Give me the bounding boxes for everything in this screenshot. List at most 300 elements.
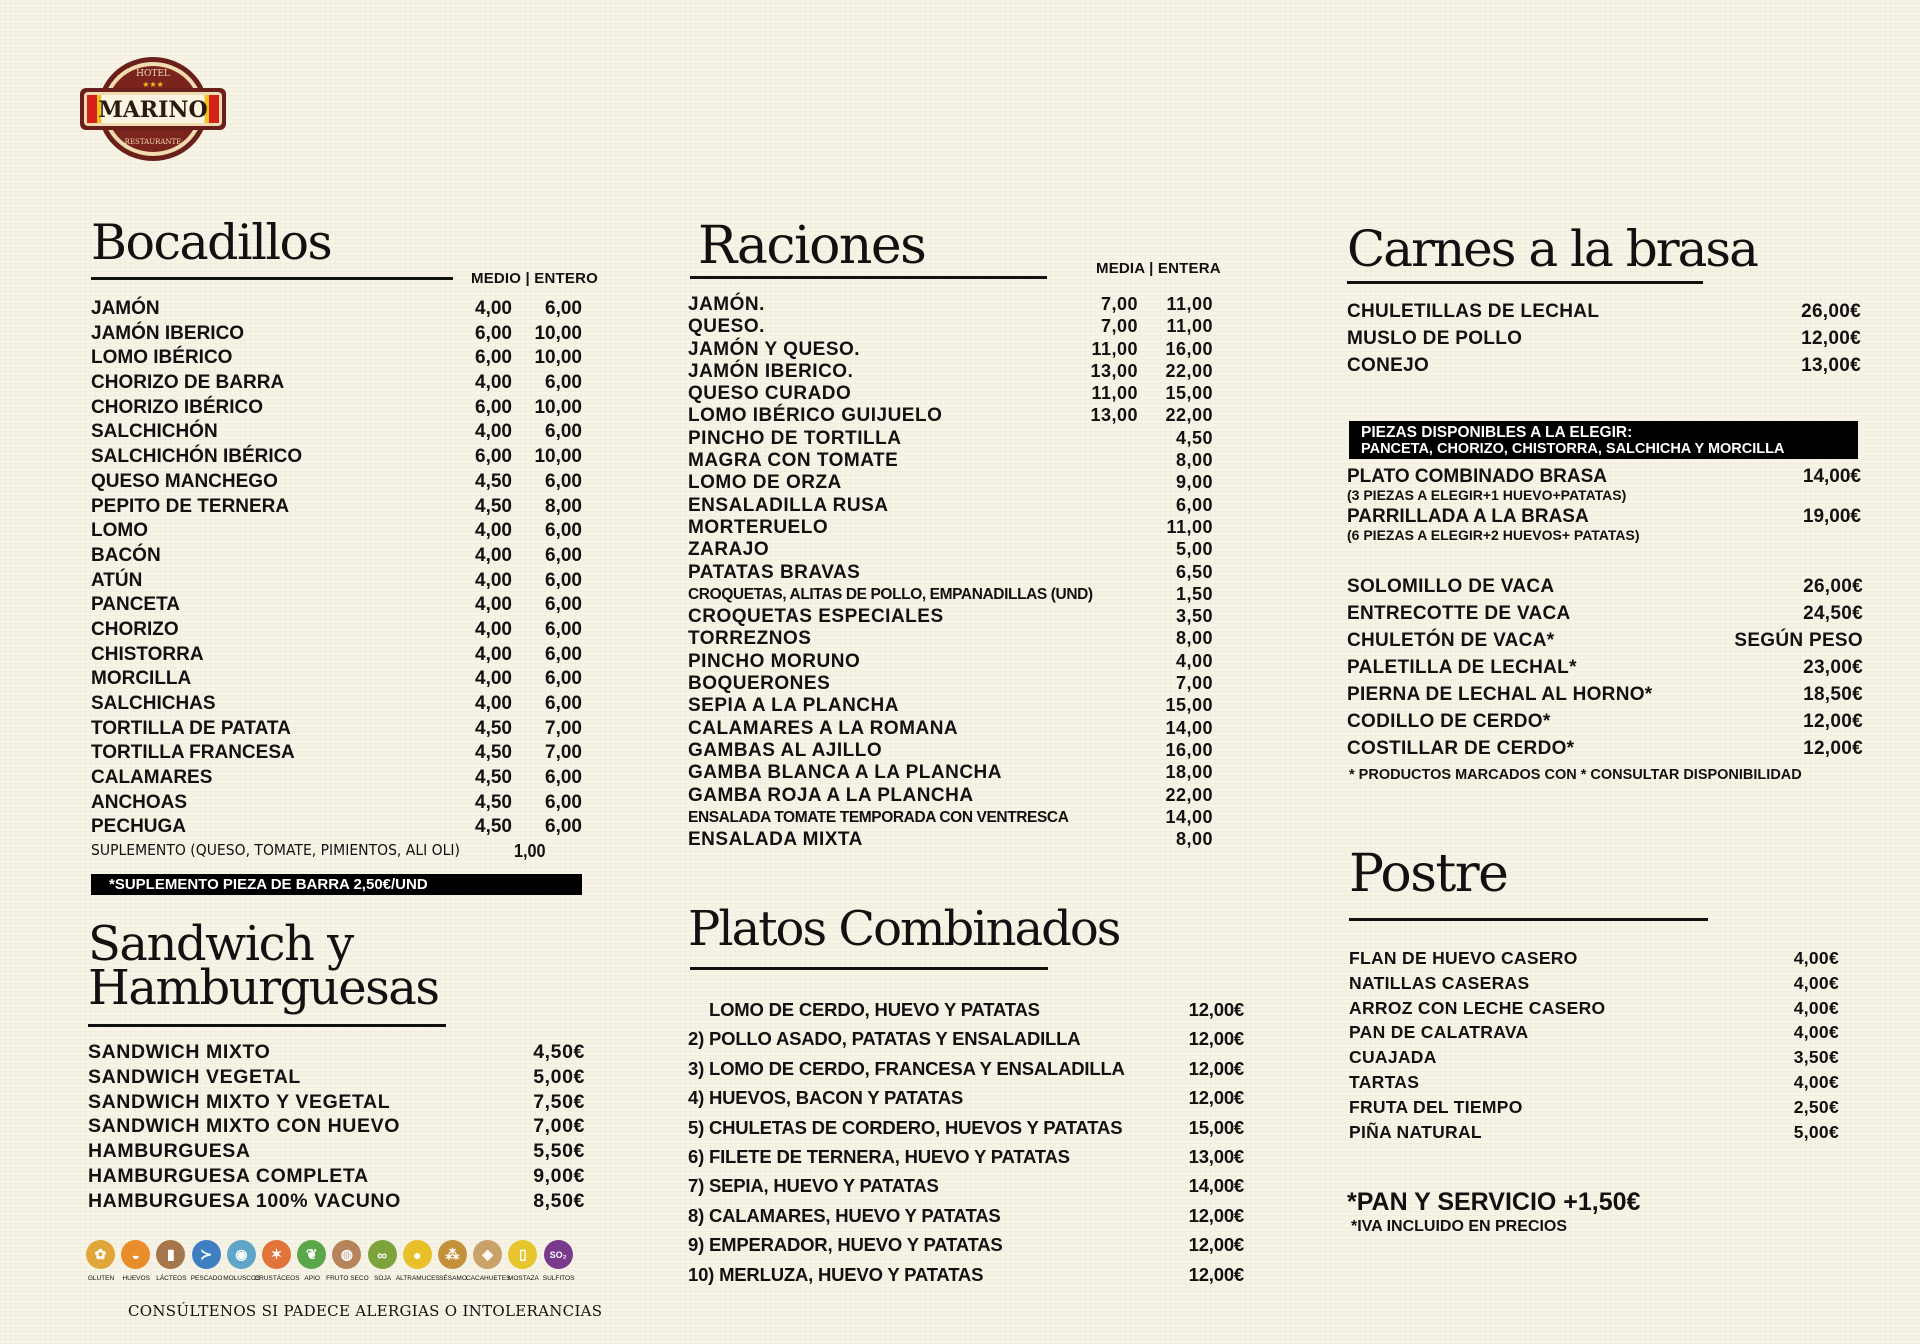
raciones-list xyxy=(688,294,1233,851)
allergen-icon: ▯ xyxy=(508,1240,537,1269)
item-name: LOMO IBÉRICO xyxy=(91,347,233,369)
price-medio: 4,00 xyxy=(475,693,512,714)
item-name: CHORIZO IBÉRICO xyxy=(91,396,264,418)
price-entera: 22,00 xyxy=(1165,784,1213,805)
item-name: 5) CHULETAS DE CORDERO, HUEVOS Y PATATAS xyxy=(688,1116,1123,1138)
price-entera: 3,50 xyxy=(1175,606,1213,627)
racion-row xyxy=(688,673,1233,695)
item-price: 4,00€ xyxy=(1793,948,1839,968)
carne-row xyxy=(1347,576,1871,603)
item-price: 14,00€ xyxy=(1188,1175,1244,1197)
item-name: CODILLO DE CERDO* xyxy=(1347,711,1551,732)
item-name: CALAMARES A LA ROMANA xyxy=(688,717,959,739)
item-price: 13,00€ xyxy=(1801,355,1861,376)
price-entera: 11,00 xyxy=(1166,316,1213,337)
price-medio: 4,00 xyxy=(475,298,512,319)
item-name: CHISTORRA xyxy=(91,643,204,665)
price-entero: 10,00 xyxy=(534,446,582,468)
price-entera: 14,00 xyxy=(1165,717,1213,738)
bocadillo-row xyxy=(91,718,601,743)
racion-row xyxy=(688,517,1233,539)
allergen-crustáceos xyxy=(254,1240,300,1282)
item-name: COSTILLAR DE CERDO* xyxy=(1347,738,1575,759)
price-entero: 6,00 xyxy=(545,544,582,566)
price-medio: 4,00 xyxy=(475,421,512,443)
price-medio: 4,00 xyxy=(475,569,512,591)
platos-title: Platos Combinados xyxy=(688,901,1120,957)
piezas-bar xyxy=(1349,421,1858,459)
allergen-pescado xyxy=(192,1240,221,1282)
racion-row xyxy=(688,606,1233,628)
postre-row xyxy=(1349,948,1839,973)
item-name: CHULETILLAS DE LECHAL xyxy=(1347,301,1600,322)
price-entero: 6,00 xyxy=(545,693,582,714)
plato-row xyxy=(688,1264,1244,1293)
carnes-combo-list xyxy=(1347,466,1861,546)
sandwich-row xyxy=(88,1041,585,1066)
sandwich-title-line2: Hamburguesas xyxy=(88,960,439,1016)
item-name: LOMO xyxy=(91,520,148,542)
item-name: ENTRECOTTE DE VACA xyxy=(1347,603,1571,624)
allergen-soja xyxy=(368,1240,397,1282)
plato-row xyxy=(688,1234,1244,1263)
logo-bottom-text: RESTAURANTE xyxy=(124,138,182,146)
price-entero: 7,00 xyxy=(545,742,582,764)
racion-row xyxy=(688,829,1233,851)
item-price: 19,00€ xyxy=(1802,506,1861,527)
price-entera: 15,00 xyxy=(1165,383,1213,404)
item-name: SANDWICH MIXTO xyxy=(88,1041,271,1063)
item-price: 12,00€ xyxy=(1188,1057,1244,1079)
price-media: 13,00 xyxy=(1090,360,1138,381)
allergen-sésamo xyxy=(438,1240,467,1282)
price-medio: 4,00 xyxy=(475,372,512,394)
item-name: GAMBAS AL AJILLO xyxy=(688,739,883,761)
postre-row xyxy=(1349,1047,1839,1072)
price-entero: 6,00 xyxy=(545,816,582,838)
racion-row xyxy=(688,361,1233,383)
bocadillos-bar-note: *SUPLEMENTO PIEZA DE BARRA 2,50€/UND xyxy=(91,874,582,895)
price-media: 11,00 xyxy=(1091,383,1138,404)
price-medio: 4,50 xyxy=(475,791,512,813)
item-name: QUESO. xyxy=(688,316,765,338)
item-price: 9,00€ xyxy=(533,1164,585,1187)
bocadillos-supplement xyxy=(91,841,550,863)
allergen-label: PESCADO xyxy=(190,1275,223,1282)
item-name: FRUTA DEL TIEMPO xyxy=(1349,1096,1523,1117)
price-entera: 22,00 xyxy=(1165,360,1213,381)
item-subtitle: (3 PIEZAS A ELEGIR+1 HUEVO+PATATAS) xyxy=(1347,487,1627,503)
plato-row xyxy=(688,1205,1244,1234)
racion-row xyxy=(688,472,1233,494)
postre-rule xyxy=(1349,918,1708,921)
price-media: 13,00 xyxy=(1090,405,1138,426)
item-name: PINCHO DE TORTILLA xyxy=(688,427,902,449)
price-entero: 10,00 xyxy=(534,347,582,369)
bocadillos-rule xyxy=(91,277,453,280)
carnes-availability-note: * PRODUCTOS MARCADOS CON * CONSULTAR DISPONIBILIDAD xyxy=(1349,767,1802,783)
racion-row xyxy=(688,316,1233,338)
allergen-label: ALTRAMUCES xyxy=(395,1275,440,1282)
item-price: 13,00€ xyxy=(1188,1145,1244,1167)
allergen-label: SOJA xyxy=(374,1275,392,1282)
bocadillo-row xyxy=(91,421,601,446)
hotel-marino-logo xyxy=(78,54,228,164)
racion-row xyxy=(688,428,1233,450)
bocadillo-row xyxy=(91,594,601,619)
item-name: 7) SEPIA, HUEVO Y PATATAS xyxy=(688,1175,939,1197)
bocadillos-col-header: MEDIO | ENTERO xyxy=(471,270,599,287)
bocadillo-row xyxy=(91,570,601,595)
allergen-mostaza xyxy=(508,1240,537,1282)
price-medio: 6,00 xyxy=(475,446,512,468)
carne-row xyxy=(1347,684,1871,711)
item-name: BOQUERONES xyxy=(688,673,831,695)
price-entera: 5,00 xyxy=(1175,539,1213,560)
item-name: CONEJO xyxy=(1347,355,1430,376)
allergen-label: LÁCTEOS xyxy=(156,1275,187,1282)
allergen-icon: ✶ xyxy=(262,1240,291,1269)
price-entero: 8,00 xyxy=(545,495,582,517)
price-medio: 4,50 xyxy=(475,717,512,739)
item-name: TARTAS xyxy=(1349,1071,1420,1092)
price-entera: 9,00 xyxy=(1175,472,1213,493)
item-price: 7,00€ xyxy=(533,1115,585,1138)
sandwich-row xyxy=(88,1065,585,1091)
item-price: 5,50€ xyxy=(533,1140,585,1163)
platos-rule xyxy=(690,967,1048,970)
price-entera: 16,00 xyxy=(1165,338,1213,359)
item-name: 2) POLLO ASADO, PATATAS Y ENSALADILLA xyxy=(688,1028,1081,1050)
item-price: SEGÚN PESO xyxy=(1734,630,1863,651)
item-name: SANDWICH MIXTO Y VEGETAL xyxy=(88,1090,391,1113)
price-medio: 4,00 xyxy=(475,520,512,542)
item-price: 24,50€ xyxy=(1803,603,1863,624)
price-media: 11,00 xyxy=(1091,338,1138,359)
item-price: 26,00€ xyxy=(1801,301,1861,322)
item-price: 7,50€ xyxy=(533,1090,585,1113)
allergen-icon: ⁂ xyxy=(438,1240,467,1269)
bocadillo-row xyxy=(91,693,601,718)
item-name: LOMO DE CERDO, HUEVO Y PATATAS xyxy=(709,999,1040,1020)
raciones-col-header: MEDIA | ENTERA xyxy=(1096,260,1221,277)
price-entera: 4,00 xyxy=(1175,650,1213,671)
item-name: MUSLO DE POLLO xyxy=(1347,328,1523,349)
pan-servicio-note: *PAN Y SERVICIO +1,50€ xyxy=(1347,1188,1641,1216)
postre-title: Postre xyxy=(1349,844,1508,904)
item-price: 12,00€ xyxy=(1188,999,1244,1020)
item-name: 4) HUEVOS, BACON Y PATATAS xyxy=(688,1087,964,1109)
item-name: QUESO MANCHEGO xyxy=(91,470,278,492)
racion-row xyxy=(688,695,1233,717)
carnes-list-b xyxy=(1347,576,1871,765)
logo-stars-text: ★★★ xyxy=(142,80,164,89)
price-entera: 15,00 xyxy=(1165,695,1213,716)
item-price: 4,00€ xyxy=(1793,1022,1839,1043)
item-name: CHULETÓN DE VACA* xyxy=(1347,630,1555,651)
bocadillos-list xyxy=(91,298,601,841)
allergy-note: CONSÚLTENOS SI PADECE ALERGIAS O INTOLERANCIAS xyxy=(128,1302,603,1320)
price-entera: 8,00 xyxy=(1175,628,1213,649)
item-name: QUESO CURADO xyxy=(688,383,852,405)
racion-row xyxy=(688,562,1233,584)
allergen-label: HUEVOS xyxy=(122,1275,150,1282)
item-name: NATILLAS CASERAS xyxy=(1349,972,1530,993)
price-entero: 6,00 xyxy=(545,767,582,789)
price-media: 7,00 xyxy=(1100,294,1138,314)
allergen-icon: ✿ xyxy=(86,1240,115,1269)
racion-row xyxy=(688,584,1233,606)
item-price: 12,00€ xyxy=(1188,1263,1244,1285)
bocadillo-row xyxy=(91,397,601,422)
price-entero: 6,00 xyxy=(545,372,582,394)
item-name: JAMÓN IBERICO xyxy=(91,322,245,344)
item-name: PATATAS BRAVAS xyxy=(688,561,861,583)
price-medio: 4,50 xyxy=(475,742,512,764)
price-medio: 4,50 xyxy=(475,816,512,838)
plato-row xyxy=(688,1146,1244,1175)
item-name: JAMÓN Y QUESO. xyxy=(688,338,861,360)
allergen-huevos xyxy=(121,1240,150,1282)
price-entera: 18,00 xyxy=(1165,762,1213,783)
allergen-icon: ● xyxy=(403,1240,432,1269)
item-price: 12,00€ xyxy=(1188,1087,1244,1109)
item-name: 8) CALAMARES, HUEVO Y PATATAS xyxy=(688,1204,1001,1226)
item-name: CHORIZO xyxy=(91,618,179,640)
price-entero: 6,00 xyxy=(545,668,582,690)
allergen-label: CRUSTÁCEOS xyxy=(254,1275,300,1282)
bocadillo-row xyxy=(91,520,601,545)
racion-row xyxy=(688,740,1233,762)
racion-row xyxy=(688,383,1233,405)
item-name: TORREZNOS xyxy=(688,628,812,650)
price-entera: 16,00 xyxy=(1165,739,1213,760)
bocadillo-row xyxy=(91,619,601,644)
piezas-line2: PANCETA, CHORIZO, CHISTORRA, SALCHICHA Y MORCILLA xyxy=(1361,441,1785,457)
item-price: 12,00€ xyxy=(1803,738,1863,759)
item-name: PALETILLA DE LECHAL* xyxy=(1347,657,1577,678)
racion-row xyxy=(688,718,1233,740)
allergen-cacahuetes xyxy=(465,1240,511,1282)
racion-row xyxy=(688,405,1233,427)
raciones-rule xyxy=(690,276,1047,279)
price-entero: 10,00 xyxy=(534,396,582,418)
price-medio: 4,50 xyxy=(475,495,512,517)
item-name: 10) MERLUZA, HUEVO Y PATATAS xyxy=(688,1263,984,1285)
item-name: SANDWICH MIXTO CON HUEVO xyxy=(88,1115,400,1138)
logo-name-text: MARINO xyxy=(98,97,208,123)
price-medio: 4,00 xyxy=(475,544,512,566)
price-medio: 4,50 xyxy=(475,470,512,492)
item-name: PEPITO DE TERNERA xyxy=(91,495,290,517)
item-name: CUAJADA xyxy=(1349,1047,1437,1068)
allergen-icon: ◒ xyxy=(121,1240,150,1269)
item-name: MORTERUELO xyxy=(688,516,829,538)
bocadillo-row xyxy=(91,323,601,348)
allergen-label: MOSTAZA xyxy=(507,1275,539,1282)
carne-row xyxy=(1347,603,1871,630)
item-name: JAMÓN. xyxy=(688,294,765,315)
platos-list xyxy=(688,999,1244,1293)
item-name: CALAMARES xyxy=(91,767,213,789)
allergen-altramuces xyxy=(395,1240,440,1282)
racion-row xyxy=(688,539,1233,561)
price-medio: 4,00 xyxy=(475,668,512,690)
carne-row xyxy=(1347,657,1871,684)
item-price: 15,00€ xyxy=(1188,1116,1244,1138)
price-entera: 7,00 xyxy=(1175,673,1213,694)
item-name: FLAN DE HUEVO CASERO xyxy=(1349,948,1578,968)
price-medio: 6,00 xyxy=(475,347,512,369)
allergen-icon: ◈ xyxy=(473,1240,502,1269)
bocadillo-row xyxy=(91,372,601,397)
carnes-list-a xyxy=(1347,301,1861,382)
racion-row xyxy=(688,294,1233,316)
allergen-icon: ◍ xyxy=(332,1240,361,1269)
postre-row xyxy=(1349,1072,1839,1097)
plato-row xyxy=(688,1028,1244,1057)
price-medio: 4,00 xyxy=(475,594,512,616)
allergen-fruto-seco xyxy=(326,1240,369,1282)
postre-row xyxy=(1349,1022,1839,1047)
allergen-label: MOLUSCOS xyxy=(223,1275,261,1282)
item-name: CROQUETAS ESPECIALES xyxy=(688,606,944,628)
item-name: SEPIA A LA PLANCHA xyxy=(688,695,899,717)
item-price: 5,00€ xyxy=(1793,1121,1839,1142)
bocadillo-row xyxy=(91,545,601,570)
item-price: 26,00€ xyxy=(1803,576,1863,597)
item-name: PANCETA xyxy=(91,594,181,616)
bocadillo-row xyxy=(91,644,601,669)
item-name: SANDWICH VEGETAL xyxy=(88,1065,301,1088)
allergen-icon: ≻ xyxy=(192,1240,221,1269)
price-entera: 8,00 xyxy=(1175,829,1213,850)
plato-row xyxy=(688,1087,1244,1116)
bocadillo-row xyxy=(91,298,601,323)
racion-row xyxy=(688,450,1233,472)
item-name: PIÑA NATURAL xyxy=(1349,1121,1482,1142)
carnes-title: Carnes a la brasa xyxy=(1347,220,1757,278)
item-price: 12,00€ xyxy=(1801,328,1861,349)
allergen-sulfitos xyxy=(544,1240,573,1282)
carne-row xyxy=(1347,630,1871,657)
combo-row xyxy=(1347,466,1861,506)
item-name: LOMO DE ORZA xyxy=(688,472,842,494)
allergen-label: SÉSAMO xyxy=(439,1275,467,1282)
item-name: PLATO COMBINADO BRASA xyxy=(1347,466,1608,487)
sandwich-title-line1: Sandwich y xyxy=(88,916,353,972)
item-name: JAMÓN IBERICO. xyxy=(688,360,854,382)
bocadillo-row xyxy=(91,496,601,521)
carne-row xyxy=(1347,355,1861,382)
price-entero: 6,00 xyxy=(545,791,582,813)
allergen-icon: ▮ xyxy=(156,1240,185,1269)
item-price: 12,00€ xyxy=(1188,1204,1244,1226)
item-name: SALCHICHÓN xyxy=(91,421,218,443)
logo-top-text: HOTEL xyxy=(136,69,170,79)
combo-row xyxy=(1347,506,1861,546)
item-name: ATÚN xyxy=(91,569,143,591)
item-name: HAMBURGUESA COMPLETA xyxy=(88,1164,369,1187)
plato-row xyxy=(688,1175,1244,1204)
item-name: CHORIZO DE BARRA xyxy=(91,372,285,394)
item-price: 14,00€ xyxy=(1802,466,1861,487)
item-name: 3) LOMO DE CERDO, FRANCESA Y ENSALADILLA xyxy=(688,1057,1125,1079)
price-medio: 6,00 xyxy=(475,396,512,418)
item-name: ENSALADA MIXTA xyxy=(688,829,863,851)
allergen-legend xyxy=(86,1240,586,1280)
item-price: 2,50€ xyxy=(1793,1096,1839,1117)
item-price: 4,50€ xyxy=(533,1041,585,1063)
item-name: GAMBA BLANCA A LA PLANCHA xyxy=(688,762,1003,784)
bocadillo-row xyxy=(91,471,601,496)
price-medio: 4,00 xyxy=(475,618,512,640)
item-name: ENSALADA TOMATE TEMPORADA CON VENTRESCA xyxy=(688,808,1069,826)
item-name: SALCHICHAS xyxy=(91,693,216,714)
price-entera: 4,50 xyxy=(1175,427,1213,448)
price-entera: 11,00 xyxy=(1166,294,1213,314)
item-name: ARROZ CON LECHE CASERO xyxy=(1349,997,1606,1018)
sandwich-list xyxy=(88,1041,585,1215)
price-entero: 7,00 xyxy=(545,717,582,739)
sandwich-rule xyxy=(88,1024,446,1027)
allergen-icon: ∞ xyxy=(368,1240,397,1269)
allergen-label: SULFITOS xyxy=(542,1275,575,1282)
bocadillos-title: Bocadillos xyxy=(91,214,332,271)
bocadillo-row xyxy=(91,347,601,372)
price-entero: 6,00 xyxy=(545,298,582,319)
item-name: 6) FILETE DE TERNERA, HUEVO Y PATATAS xyxy=(688,1145,1070,1167)
item-name: TORTILLA DE PATATA xyxy=(91,717,291,739)
sandwich-row xyxy=(88,1164,585,1190)
allergen-icon: ❦ xyxy=(297,1240,326,1269)
item-name: ENSALADILLA RUSA xyxy=(688,494,889,516)
price-medio: 4,50 xyxy=(475,767,512,789)
price-entero: 6,00 xyxy=(545,569,582,591)
item-price: 4,00€ xyxy=(1793,997,1839,1018)
postre-list xyxy=(1349,948,1839,1146)
allergen-apio xyxy=(297,1240,326,1282)
carnes-rule xyxy=(1347,281,1703,284)
price-entero: 6,00 xyxy=(545,470,582,492)
racion-row xyxy=(688,807,1233,829)
item-price: 3,50€ xyxy=(1793,1047,1839,1068)
item-name: PARRILLADA A LA BRASA xyxy=(1347,506,1589,527)
item-name: SALCHICHÓN IBÉRICO xyxy=(91,446,303,468)
price-entera: 14,00 xyxy=(1165,806,1213,827)
item-name: PINCHO MORUNO xyxy=(688,650,861,672)
price-entera: 6,50 xyxy=(1175,561,1213,582)
allergen-gluten xyxy=(86,1240,115,1282)
price-entero: 6,00 xyxy=(545,421,582,443)
item-price: 4,00€ xyxy=(1793,1071,1839,1092)
item-name: HAMBURGUESA 100% VACUNO xyxy=(88,1189,401,1212)
plato-row xyxy=(688,999,1244,1028)
item-price: 12,00€ xyxy=(1188,1234,1244,1256)
allergen-moluscos xyxy=(223,1240,261,1282)
item-price: 5,00€ xyxy=(533,1065,585,1088)
supplement-price: 1,00 xyxy=(513,841,546,861)
bocadillo-row xyxy=(91,816,601,841)
price-entero: 6,00 xyxy=(545,643,582,665)
raciones-title: Raciones xyxy=(698,216,926,276)
iva-note: *IVA INCLUIDO EN PRECIOS xyxy=(1351,1218,1568,1235)
item-price: 12,00€ xyxy=(1803,711,1863,732)
bocadillo-row xyxy=(91,767,601,792)
racion-row xyxy=(688,785,1233,807)
item-name: TORTILLA FRANCESA xyxy=(91,742,295,764)
item-name: MORCILLA xyxy=(91,668,192,690)
